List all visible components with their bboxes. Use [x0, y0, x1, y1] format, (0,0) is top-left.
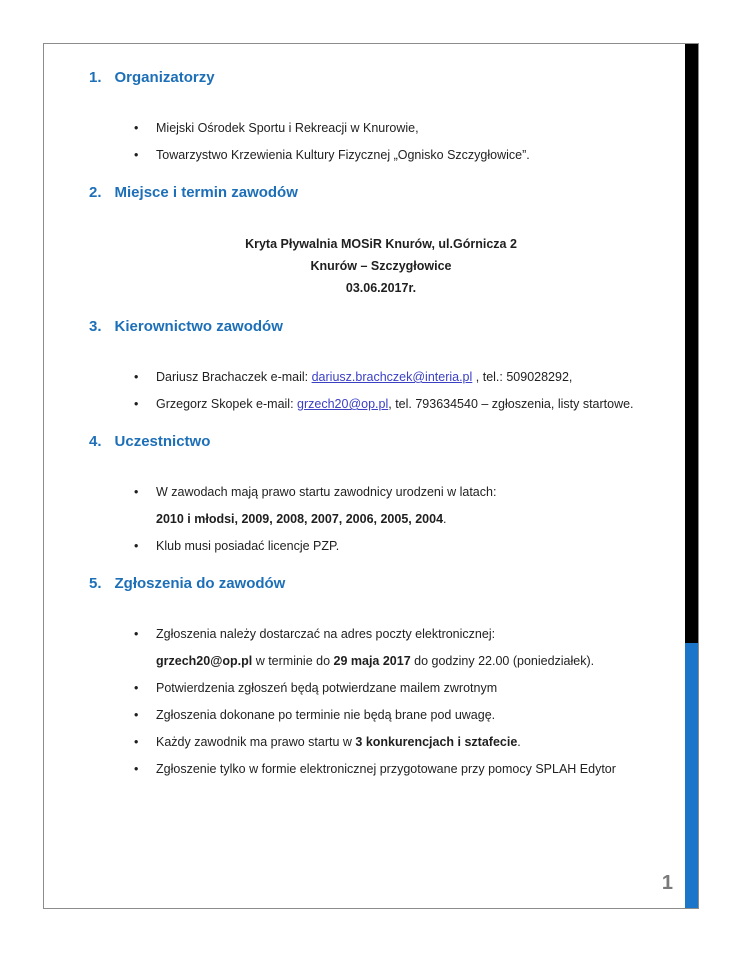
section-body [44, 118, 687, 165]
bullet-icon: • [134, 681, 139, 695]
section-title [89, 317, 687, 337]
text-bold: 29 maja 2017 [333, 654, 411, 668]
text-bold: 2010 i młodsi, 2009, 2008, 2007, 2006, 2005, 2004 [156, 512, 444, 526]
text: Dariusz Brachaczek e-mail: [156, 370, 312, 384]
bullet-item [44, 367, 687, 387]
section-2 [44, 183, 687, 299]
text: w terminie do [252, 654, 334, 668]
bullet-icon: • [134, 485, 139, 499]
email-link[interactable]: dariusz.brachczek@interia.pl [311, 370, 473, 384]
section-number: 4. [89, 433, 102, 450]
section-title-label: Kierownictwo zawodów [114, 318, 283, 335]
section-1 [44, 68, 687, 165]
bullet-item [44, 118, 687, 138]
page-number: 1 [661, 872, 673, 894]
section-number: 3. [89, 318, 102, 335]
bullet-icon: • [134, 735, 139, 749]
section-5 [44, 574, 687, 779]
section-4 [44, 432, 687, 556]
text: Potwierdzenia zgłoszeń będą potwierdzane mailem zwrotnym [156, 681, 498, 695]
section-3 [44, 317, 687, 414]
section-number: 1. [89, 69, 102, 86]
bullet-item [44, 759, 687, 779]
document-page [43, 43, 699, 909]
text: Każdy zawodnik ma prawo startu w [156, 735, 356, 749]
bullet-icon: • [134, 708, 139, 722]
text: Zgłoszenie tylko w formie elektronicznej przygotowane przy pomocy SPLAH Edytor [156, 762, 616, 776]
text: . [517, 735, 521, 749]
text: W zawodach mają prawo startu zawodnicy urodzeni w latach: [156, 485, 497, 499]
bullet-icon: • [134, 397, 139, 411]
section-title [89, 574, 687, 594]
text: Grzegorz Skopek e-mail: [156, 397, 298, 411]
bullet-item [44, 705, 687, 725]
text-bold: Knurów – Szczygłowice [310, 259, 452, 273]
email-link[interactable]: grzech20@op.pl [297, 397, 389, 411]
section-body [44, 624, 687, 779]
bullet-item [44, 145, 687, 165]
text: do godziny 22.00 (poniedziałek). [410, 654, 595, 668]
centered-line [44, 277, 687, 299]
continuation-line [44, 651, 687, 671]
section-title [89, 183, 687, 203]
document-content [44, 44, 687, 786]
section-title [89, 432, 687, 452]
text-bold: Kryta Pływalnia MOSiR Knurów, ul.Górnicza 2 [245, 237, 517, 251]
bullet-icon: • [134, 539, 139, 553]
text: Zgłoszenia należy dostarczać na adres poczty elektronicznej: [156, 627, 496, 641]
page-accent-bar [685, 44, 698, 908]
text: , tel. 793634540 – zgłoszenia, listy startowe. [388, 397, 634, 411]
bullet-icon: • [134, 627, 139, 641]
section-number: 5. [89, 575, 102, 592]
bullet-item [44, 394, 687, 414]
text: Miejski Ośrodek Sportu i Rekreacji w Knurowie, [156, 121, 419, 135]
section-body [44, 482, 687, 556]
bullet-item [44, 732, 687, 752]
text: , tel.: 509028292, [472, 370, 573, 384]
text: Towarzystwo Krzewienia Kultury Fizycznej „Ognisko Szczygłowice”. [156, 148, 530, 162]
centered-line [44, 233, 687, 255]
accent-bar-black-segment [685, 44, 698, 643]
continuation-line [44, 509, 687, 529]
text: Klub musi posiadać licencje PZP. [156, 539, 340, 553]
text-bold: 03.06.2017r. [345, 281, 417, 295]
text-bold: grzech20@op.pl [156, 654, 253, 668]
bullet-icon: • [134, 370, 139, 384]
accent-bar-blue-segment [685, 643, 698, 909]
bullet-icon: • [134, 121, 139, 135]
section-title-label: Miejsce i termin zawodów [114, 184, 298, 201]
section-title-label: Zgłoszenia do zawodów [114, 575, 286, 592]
bullet-item [44, 482, 687, 502]
text-bold: 3 konkurencjach i sztafecie [355, 735, 518, 749]
centered-line [44, 255, 687, 277]
section-body [44, 233, 687, 299]
bullet-item [44, 678, 687, 698]
bullet-item [44, 536, 687, 556]
bullet-icon: • [134, 762, 139, 776]
text: Zgłoszenia dokonane po terminie nie będą brane pod uwagę. [156, 708, 496, 722]
section-body [44, 367, 687, 414]
section-title-label: Uczestnictwo [114, 433, 211, 450]
section-number: 2. [89, 184, 102, 201]
section-title-label: Organizatorzy [114, 69, 215, 86]
bullet-icon: • [134, 148, 139, 162]
section-title [89, 68, 687, 88]
text: . [443, 512, 447, 526]
bullet-item [44, 624, 687, 644]
